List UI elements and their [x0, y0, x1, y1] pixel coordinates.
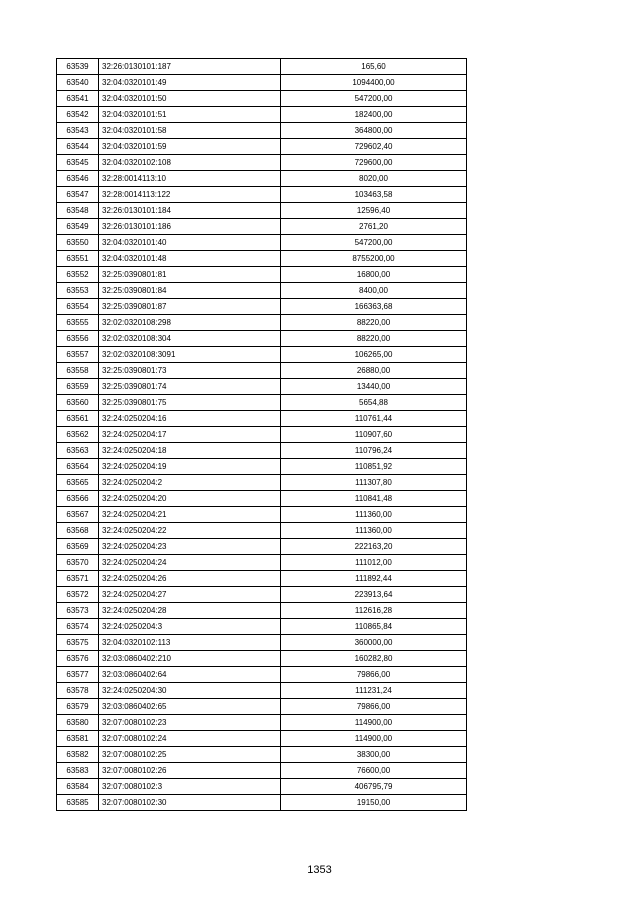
table-row	[57, 603, 467, 619]
table-row	[57, 315, 467, 331]
value-cell: 5654,88	[281, 395, 467, 411]
cadastral-number-cell: 32:24:0250204:16	[99, 411, 281, 427]
row-number-cell: 63555	[57, 315, 99, 331]
cadastral-number-cell: 32:02:0320108:304	[99, 331, 281, 347]
cadastral-number-cell: 32:02:0320108:298	[99, 315, 281, 331]
cadastral-number-cell: 32:07:0080102:24	[99, 731, 281, 747]
cadastral-number-cell: 32:03:0860402:210	[99, 651, 281, 667]
data-table	[56, 58, 467, 811]
table-row	[57, 235, 467, 251]
value-cell: 111360,00	[281, 507, 467, 523]
value-cell: 110907,60	[281, 427, 467, 443]
table-row	[57, 491, 467, 507]
value-cell: 79866,00	[281, 699, 467, 715]
value-cell: 13440,00	[281, 379, 467, 395]
cadastral-number-cell: 32:24:0250204:17	[99, 427, 281, 443]
table-row	[57, 251, 467, 267]
row-number-cell: 63543	[57, 123, 99, 139]
row-number-cell: 63580	[57, 715, 99, 731]
table-row	[57, 795, 467, 811]
table-row	[57, 683, 467, 699]
table-row	[57, 619, 467, 635]
cadastral-number-cell: 32:04:0320101:49	[99, 75, 281, 91]
cadastral-number-cell: 32:04:0320102:108	[99, 155, 281, 171]
row-number-cell: 63544	[57, 139, 99, 155]
table-row	[57, 747, 467, 763]
table-row	[57, 363, 467, 379]
value-cell: 114900,00	[281, 731, 467, 747]
cadastral-number-cell: 32:24:0250204:20	[99, 491, 281, 507]
cadastral-number-cell: 32:24:0250204:27	[99, 587, 281, 603]
table-row	[57, 459, 467, 475]
value-cell: 106265,00	[281, 347, 467, 363]
table-row	[57, 171, 467, 187]
row-number-cell: 63560	[57, 395, 99, 411]
cadastral-number-cell: 32:24:0250204:22	[99, 523, 281, 539]
table-row	[57, 299, 467, 315]
cadastral-number-cell: 32:04:0320101:51	[99, 107, 281, 123]
row-number-cell: 63573	[57, 603, 99, 619]
table-row	[57, 427, 467, 443]
cadastral-number-cell: 32:04:0320101:40	[99, 235, 281, 251]
value-cell: 406795,79	[281, 779, 467, 795]
value-cell: 165,60	[281, 59, 467, 75]
row-number-cell: 63565	[57, 475, 99, 491]
table-row	[57, 203, 467, 219]
table-row	[57, 139, 467, 155]
table-row	[57, 379, 467, 395]
value-cell: 110796,24	[281, 443, 467, 459]
value-cell: 88220,00	[281, 315, 467, 331]
row-number-cell: 63547	[57, 187, 99, 203]
cadastral-number-cell: 32:07:0080102:23	[99, 715, 281, 731]
row-number-cell: 63550	[57, 235, 99, 251]
value-cell: 26880,00	[281, 363, 467, 379]
value-cell: 2761,20	[281, 219, 467, 235]
row-number-cell: 63559	[57, 379, 99, 395]
row-number-cell: 63582	[57, 747, 99, 763]
row-number-cell: 63554	[57, 299, 99, 315]
table-row	[57, 539, 467, 555]
table-row	[57, 507, 467, 523]
row-number-cell: 63567	[57, 507, 99, 523]
value-cell: 76600,00	[281, 763, 467, 779]
cadastral-number-cell: 32:04:0320101:48	[99, 251, 281, 267]
row-number-cell: 63558	[57, 363, 99, 379]
cadastral-number-cell: 32:24:0250204:2	[99, 475, 281, 491]
row-number-cell: 63579	[57, 699, 99, 715]
value-cell: 114900,00	[281, 715, 467, 731]
row-number-cell: 63584	[57, 779, 99, 795]
cadastral-number-cell: 32:24:0250204:28	[99, 603, 281, 619]
cadastral-number-cell: 32:26:0130101:187	[99, 59, 281, 75]
cadastral-number-cell: 32:26:0130101:186	[99, 219, 281, 235]
row-number-cell: 63574	[57, 619, 99, 635]
cadastral-number-cell: 32:24:0250204:24	[99, 555, 281, 571]
table-row	[57, 635, 467, 651]
value-cell: 111892,44	[281, 571, 467, 587]
row-number-cell: 63549	[57, 219, 99, 235]
value-cell: 160282,80	[281, 651, 467, 667]
table-row	[57, 187, 467, 203]
value-cell: 1094400,00	[281, 75, 467, 91]
row-number-cell: 63571	[57, 571, 99, 587]
value-cell: 547200,00	[281, 91, 467, 107]
table-row	[57, 587, 467, 603]
table-row	[57, 283, 467, 299]
cadastral-number-cell: 32:25:0390801:84	[99, 283, 281, 299]
table-row	[57, 763, 467, 779]
row-number-cell: 63548	[57, 203, 99, 219]
value-cell: 110865,84	[281, 619, 467, 635]
table-row	[57, 571, 467, 587]
table-row	[57, 731, 467, 747]
value-cell: 547200,00	[281, 235, 467, 251]
row-number-cell: 63564	[57, 459, 99, 475]
cadastral-number-cell: 32:04:0320101:50	[99, 91, 281, 107]
row-number-cell: 63578	[57, 683, 99, 699]
table-row	[57, 715, 467, 731]
cadastral-number-cell: 32:07:0080102:30	[99, 795, 281, 811]
table-row	[57, 347, 467, 363]
cadastral-number-cell: 32:24:0250204:23	[99, 539, 281, 555]
cadastral-number-cell: 32:07:0080102:3	[99, 779, 281, 795]
value-cell: 360000,00	[281, 635, 467, 651]
cadastral-number-cell: 32:03:0860402:65	[99, 699, 281, 715]
cadastral-number-cell: 32:02:0320108:3091	[99, 347, 281, 363]
value-cell: 111360,00	[281, 523, 467, 539]
value-cell: 364800,00	[281, 123, 467, 139]
table-body	[57, 59, 467, 811]
table-row	[57, 267, 467, 283]
page-number: 1353	[307, 864, 332, 876]
value-cell: 16800,00	[281, 267, 467, 283]
value-cell: 182400,00	[281, 107, 467, 123]
cadastral-number-cell: 32:26:0130101:184	[99, 203, 281, 219]
cadastral-number-cell: 32:04:0320101:59	[99, 139, 281, 155]
row-number-cell: 63561	[57, 411, 99, 427]
cadastral-number-cell: 32:24:0250204:21	[99, 507, 281, 523]
value-cell: 729600,00	[281, 155, 467, 171]
row-number-cell: 63541	[57, 91, 99, 107]
value-cell: 110841,48	[281, 491, 467, 507]
table-row	[57, 667, 467, 683]
cadastral-number-cell: 32:24:0250204:26	[99, 571, 281, 587]
value-cell: 79866,00	[281, 667, 467, 683]
cadastral-number-cell: 32:04:0320102:113	[99, 635, 281, 651]
row-number-cell: 63577	[57, 667, 99, 683]
row-number-cell: 63563	[57, 443, 99, 459]
cadastral-number-cell: 32:28:0014113:10	[99, 171, 281, 187]
cadastral-number-cell: 32:07:0080102:25	[99, 747, 281, 763]
row-number-cell: 63552	[57, 267, 99, 283]
value-cell: 223913,64	[281, 587, 467, 603]
row-number-cell: 63569	[57, 539, 99, 555]
row-number-cell: 63572	[57, 587, 99, 603]
cadastral-number-cell: 32:07:0080102:26	[99, 763, 281, 779]
row-number-cell: 63557	[57, 347, 99, 363]
row-number-cell: 63568	[57, 523, 99, 539]
cadastral-number-cell: 32:25:0390801:87	[99, 299, 281, 315]
table-row	[57, 411, 467, 427]
table-row	[57, 219, 467, 235]
row-number-cell: 63583	[57, 763, 99, 779]
value-cell: 222163,20	[281, 539, 467, 555]
cadastral-number-cell: 32:24:0250204:3	[99, 619, 281, 635]
value-cell: 110761,44	[281, 411, 467, 427]
table-row	[57, 779, 467, 795]
table-row	[57, 123, 467, 139]
table-row	[57, 395, 467, 411]
row-number-cell: 63562	[57, 427, 99, 443]
table-row	[57, 75, 467, 91]
row-number-cell: 63551	[57, 251, 99, 267]
table-row	[57, 107, 467, 123]
row-number-cell: 63545	[57, 155, 99, 171]
row-number-cell: 63581	[57, 731, 99, 747]
table-row	[57, 523, 467, 539]
table-row	[57, 59, 467, 75]
value-cell: 8755200,00	[281, 251, 467, 267]
row-number-cell: 63556	[57, 331, 99, 347]
row-number-cell: 63576	[57, 651, 99, 667]
table-row	[57, 443, 467, 459]
value-cell: 111231,24	[281, 683, 467, 699]
cadastral-number-cell: 32:25:0390801:74	[99, 379, 281, 395]
table-row	[57, 651, 467, 667]
cadastral-number-cell: 32:04:0320101:58	[99, 123, 281, 139]
value-cell: 110851,92	[281, 459, 467, 475]
value-cell: 111307,80	[281, 475, 467, 491]
cadastral-number-cell: 32:24:0250204:30	[99, 683, 281, 699]
cadastral-number-cell: 32:03:0860402:64	[99, 667, 281, 683]
table-row	[57, 331, 467, 347]
row-number-cell: 63575	[57, 635, 99, 651]
cadastral-number-cell: 32:25:0390801:73	[99, 363, 281, 379]
value-cell: 88220,00	[281, 331, 467, 347]
cadastral-number-cell: 32:24:0250204:18	[99, 443, 281, 459]
table-row	[57, 475, 467, 491]
table-row	[57, 155, 467, 171]
row-number-cell: 63570	[57, 555, 99, 571]
cadastral-number-cell: 32:28:0014113:122	[99, 187, 281, 203]
cadastral-number-cell: 32:24:0250204:19	[99, 459, 281, 475]
value-cell: 8400,00	[281, 283, 467, 299]
value-cell: 38300,00	[281, 747, 467, 763]
row-number-cell: 63546	[57, 171, 99, 187]
value-cell: 729602,40	[281, 139, 467, 155]
value-cell: 12596,40	[281, 203, 467, 219]
row-number-cell: 63585	[57, 795, 99, 811]
table-row	[57, 91, 467, 107]
table-row	[57, 555, 467, 571]
row-number-cell: 63542	[57, 107, 99, 123]
value-cell: 19150,00	[281, 795, 467, 811]
cadastral-number-cell: 32:25:0390801:75	[99, 395, 281, 411]
row-number-cell: 63553	[57, 283, 99, 299]
row-number-cell: 63566	[57, 491, 99, 507]
cadastral-number-cell: 32:25:0390801:81	[99, 267, 281, 283]
value-cell: 8020,00	[281, 171, 467, 187]
row-number-cell: 63540	[57, 75, 99, 91]
value-cell: 103463,58	[281, 187, 467, 203]
row-number-cell: 63539	[57, 59, 99, 75]
table-row	[57, 699, 467, 715]
value-cell: 166363,68	[281, 299, 467, 315]
value-cell: 112616,28	[281, 603, 467, 619]
value-cell: 111012,00	[281, 555, 467, 571]
